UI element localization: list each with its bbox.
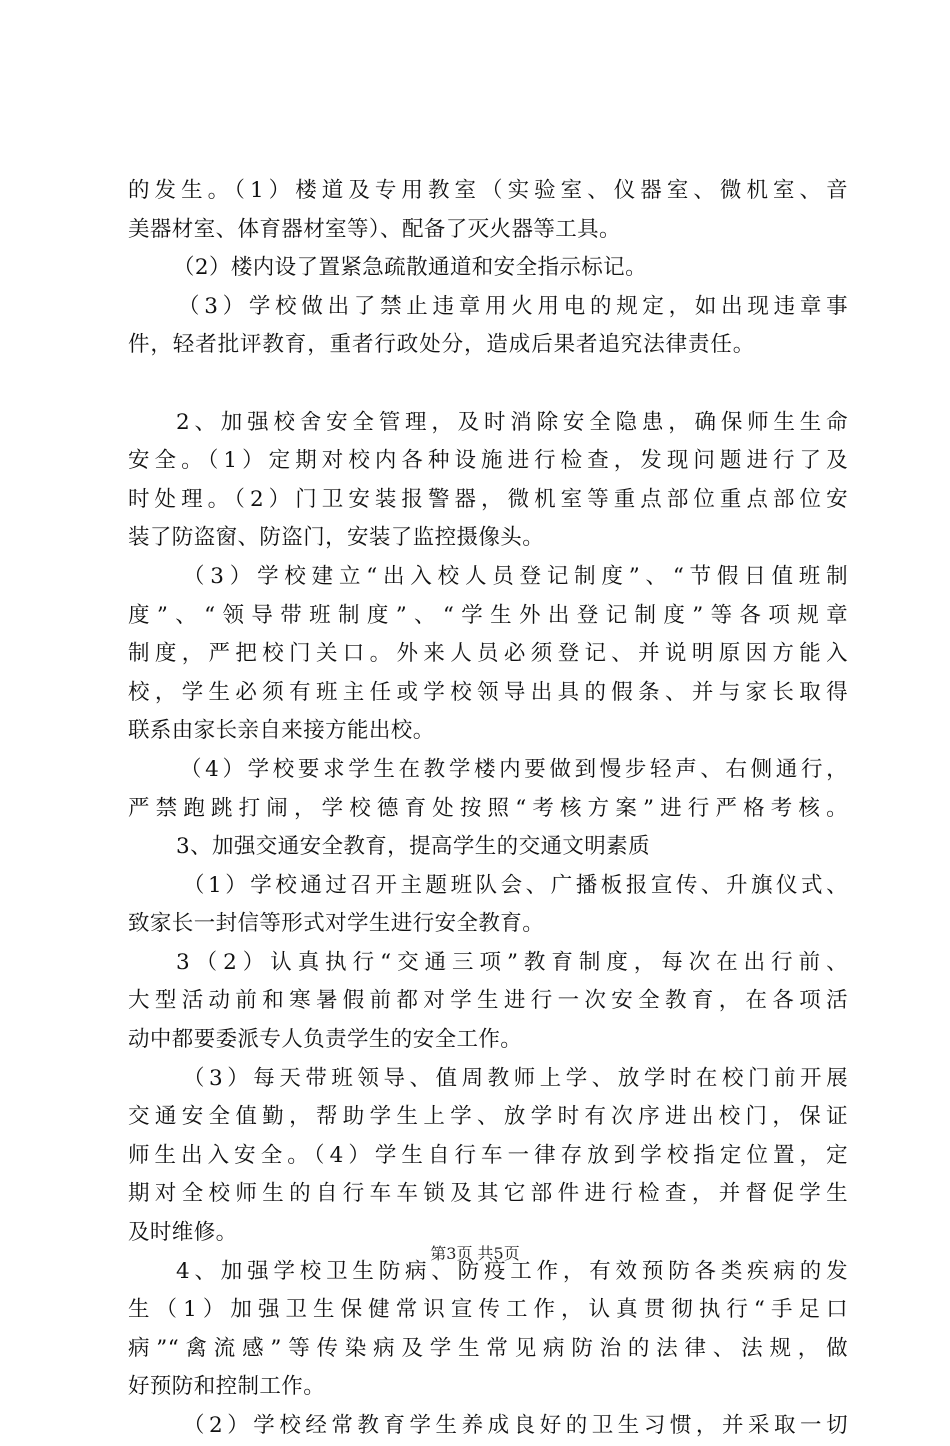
page-footer: 第3页 共5页 bbox=[430, 1244, 520, 1263]
text-line: 严禁跑跳打闹，学校德育处按照“考核方案”进行严格考核。 bbox=[128, 795, 848, 821]
text-line: 度”、“领导带班制度”、“学生外出登记制度”等各项规章 bbox=[128, 602, 848, 628]
text-line: 动中都要委派专人负责学生的安全工作。 bbox=[128, 1027, 523, 1053]
text-line: （2）楼内设了置紧急疏散通道和安全指示标记。 bbox=[173, 255, 647, 281]
text-line: （3）学校做出了禁止违章用火用电的规定，如出现违章事 bbox=[178, 293, 848, 319]
paragraph-gap bbox=[128, 365, 848, 404]
text-line: 3（2）认真执行“交通三项”教育制度，每次在出行前、 bbox=[176, 949, 848, 975]
text-line: 病”“禽流感”等传染病及学生常见病防治的法律、法规，做 bbox=[128, 1335, 848, 1361]
text-line: 的发生。（1）楼道及专用教室（实验室、仪器室、微机室、音 bbox=[128, 178, 848, 203]
text-line: 好预防和控制工作。 bbox=[128, 1374, 326, 1400]
text-line: 安全。（1）定期对校内各种设施进行检查，发现问题进行了及 bbox=[128, 448, 848, 474]
text-line: 2、加强校舍安全管理，及时消除安全隐患，确保师生生命 bbox=[176, 409, 848, 435]
text-line: （3）学校建立“出入校人员登记制度”、“节假日值班制 bbox=[183, 563, 848, 589]
text-line: 4、加强学校卫生防病、防疫工作，有效预防各类疾病的发 bbox=[176, 1258, 848, 1284]
text-line: 生（1）加强卫生保健常识宣传工作，认真贯彻执行“手足口 bbox=[128, 1297, 848, 1323]
text-line: （4）学校要求学生在教学楼内要做到慢步轻声、右侧通行， bbox=[180, 756, 848, 782]
text-line: 时处理。（2）门卫安装报警器，微机室等重点部位重点部位安 bbox=[128, 486, 848, 512]
text-line: 装了防盗窗、防盗门，安装了监控摄像头。 bbox=[128, 525, 545, 551]
text-line: 联系由家长亲自来接方能出校。 bbox=[128, 718, 435, 744]
text-line: 制度，严把校门关口。外来人员必须登记、并说明原因方能入 bbox=[128, 641, 848, 667]
text-line: 致家长一封信等形式对学生进行安全教育。 bbox=[128, 911, 545, 937]
text-line: 及时维修。 bbox=[128, 1220, 238, 1246]
text-line: 校，学生必须有班主任或学校领导出具的假条、并与家长取得 bbox=[128, 679, 848, 705]
text-line: 件，轻者批评教育，重者行政处分，造成后果者追究法律责任。 bbox=[128, 332, 756, 358]
text-line: 期对全校师生的自行车车锁及其它部件进行检查，并督促学生 bbox=[128, 1181, 848, 1207]
text-line: 3、加强交通安全教育，提高学生的交通文明素质 bbox=[176, 834, 650, 860]
text-line: （1）学校通过召开主题班队会、广播板报宣传、升旗仪式、 bbox=[183, 872, 848, 898]
text-line: （3）每天带班领导、值周教师上学、放学时在校门前开展 bbox=[183, 1065, 848, 1091]
text-line: 师生出入安全。（4）学生自行车一律存放到学校指定位置，定 bbox=[128, 1142, 848, 1168]
text-line: 大型活动前和寒暑假前都对学生进行一次安全教育，在各项活 bbox=[128, 988, 848, 1014]
text-line: 美器材室、体育器材室等）、配备了灭火器等工具。 bbox=[128, 216, 621, 242]
text-line: （2）学校经常教育学生养成良好的卫生习惯，并采取一切 bbox=[183, 1413, 848, 1438]
text-line: 交通安全值勤，帮助学生上学、放学时有次序进出校门，保证 bbox=[128, 1104, 848, 1130]
